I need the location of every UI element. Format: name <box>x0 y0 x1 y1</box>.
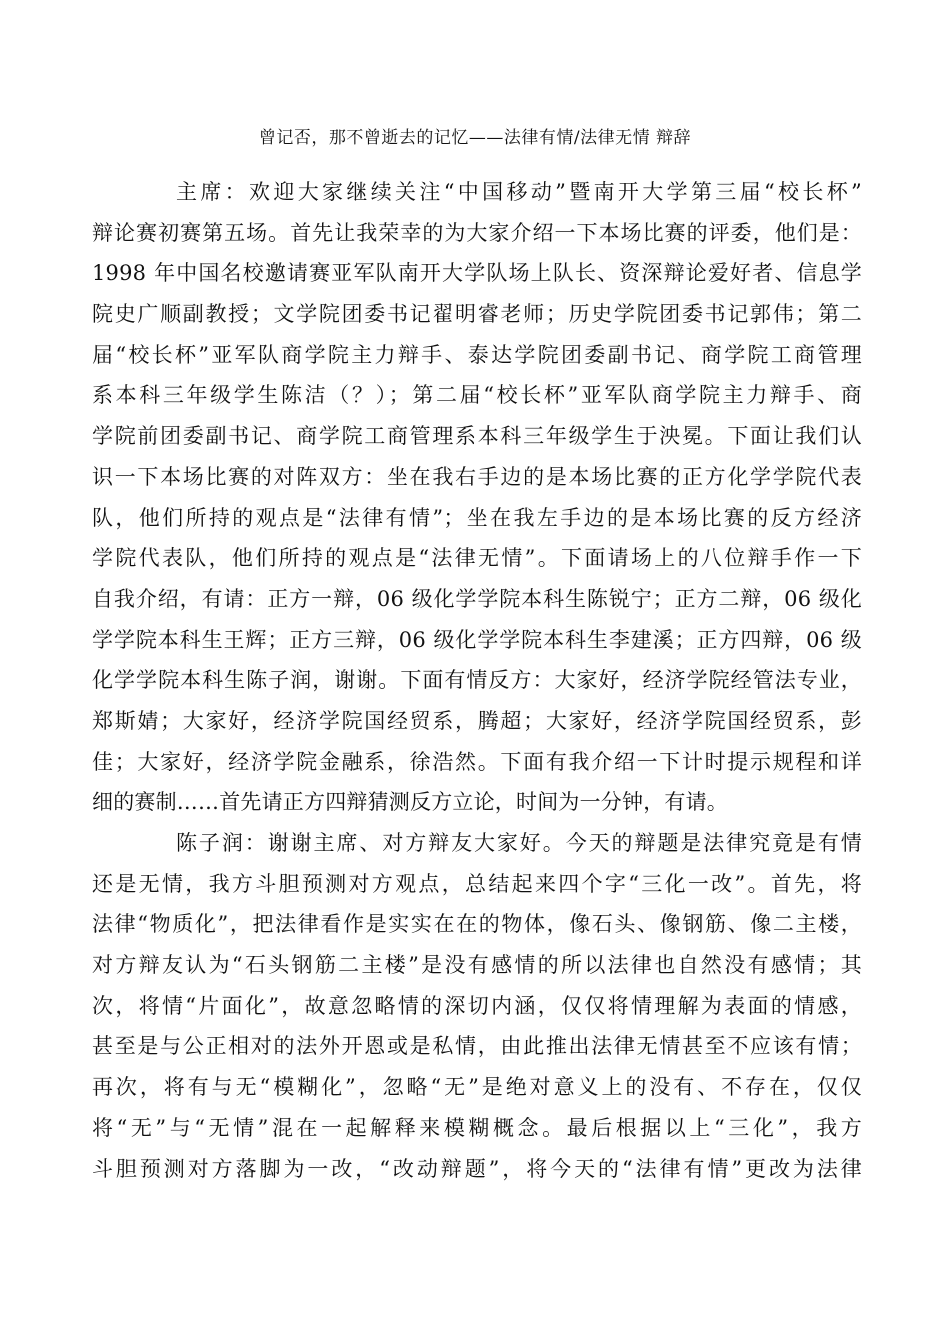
paragraph-2-line: 甚至是与公正相对的法外开恩或是私情，由此推出法律无情甚至不应该有情； <box>92 1034 862 1059</box>
paragraph-1-line: 化学学院本科生陈子润，谢谢。下面有情反方：大家好，经济学院经管法专业， <box>92 668 862 693</box>
paragraph-1-line: 细的赛制……首先请正方四辩猜测反方立论，时间为一分钟，有请。 <box>92 790 728 815</box>
paragraph-1-line: 佳；大家好，经济学院金融系，徐浩然。下面有我介绍一下计时提示规程和详 <box>92 749 862 774</box>
paragraph-1-line: 队，他们所持的观点是“法律有情”；坐在我左手边的是本场比赛的反方经济 <box>92 505 862 530</box>
paragraph-2-line: 再次，将有与无“模糊化”，忽略“无”是绝对意义上的没有、不存在，仅仅 <box>92 1075 862 1100</box>
paragraph-2-line: 将“无”与“无情”混在一起解释来模糊概念。最后根据以上“三化”，我方 <box>92 1115 862 1140</box>
paragraph-1-line: 主席：欢迎大家继续关注“中国移动”暨南开大学第三届“校长杯” <box>176 180 862 204</box>
paragraph-1-line: 1998 年中国名校邀请赛亚军队南开大学队场上队长、资深辩论爱好者、信息学 <box>92 261 862 286</box>
paragraph-1-line: 自我介绍，有请：正方一辩，06 级化学学院本科生陈锐宁；正方二辩，06 级化 <box>92 586 862 611</box>
document-title: 曾记否，那不曾逝去的记忆——法律有情/法律无情 辩辞 <box>258 128 692 148</box>
paragraph-1-line: 系本科三年级学生陈洁（？）；第二届“校长杯”亚军队商学院主力辩手、商 <box>92 383 862 408</box>
paragraph-1-line: 识一下本场比赛的对阵双方：坐在我右手边的是本场比赛的正方化学学院代表 <box>92 464 862 489</box>
paragraph-1-line: 院史广顺副教授；文学院团委书记翟明睿老师；历史学院团委书记郭伟；第二 <box>92 302 862 327</box>
paragraph-1-line: 辩论赛初赛第五场。首先让我荣幸的为大家介绍一下本场比赛的评委，他们是： <box>92 220 862 245</box>
paragraph-2-line: 还是无情，我方斗胆预测对方观点，总结起来四个字“三化一改”。首先，将 <box>92 871 862 896</box>
paragraph-2-line: 法律“物质化”，把法律看作是实实在在的物体，像石头、像钢筋、像二主楼， <box>92 912 862 937</box>
paragraph-2-line: 陈子润：谢谢主席、对方辩友大家好。今天的辩题是法律究竟是有情 <box>176 831 862 855</box>
paragraph-1-line: 学学院本科生王辉；正方三辩，06 级化学学院本科生李建溪；正方四辩，06 级 <box>92 627 862 652</box>
paragraph-1-line: 学院前团委副书记、商学院工商管理系本科三年级学生于泱冕。下面让我们认 <box>92 424 862 449</box>
paragraph-1-line: 届“校长杯”亚军队商学院主力辩手、泰达学院团委副书记、商学院工商管理 <box>92 342 862 367</box>
document-body <box>92 172 862 1189</box>
paragraph-1-line: 郑斯婧；大家好，经济学院国经贸系，腾超；大家好，经济学院国经贸系，彭 <box>92 708 862 733</box>
paragraph-2-line: 斗胆预测对方落脚为一改，“改动辩题”，将今天的“法律有情”更改为法律 <box>92 1156 862 1181</box>
paragraph-2-line: 对方辩友认为“石头钢筋二主楼”是没有感情的所以法律也自然没有感情；其 <box>92 953 862 978</box>
paragraph-1-line: 学院代表队，他们所持的观点是“法律无情”。下面请场上的八位辩手作一下 <box>92 546 862 571</box>
paragraph-2-line: 次，将情“片面化”，故意忽略情的深切内涵，仅仅将情理解为表面的情感， <box>92 993 862 1018</box>
